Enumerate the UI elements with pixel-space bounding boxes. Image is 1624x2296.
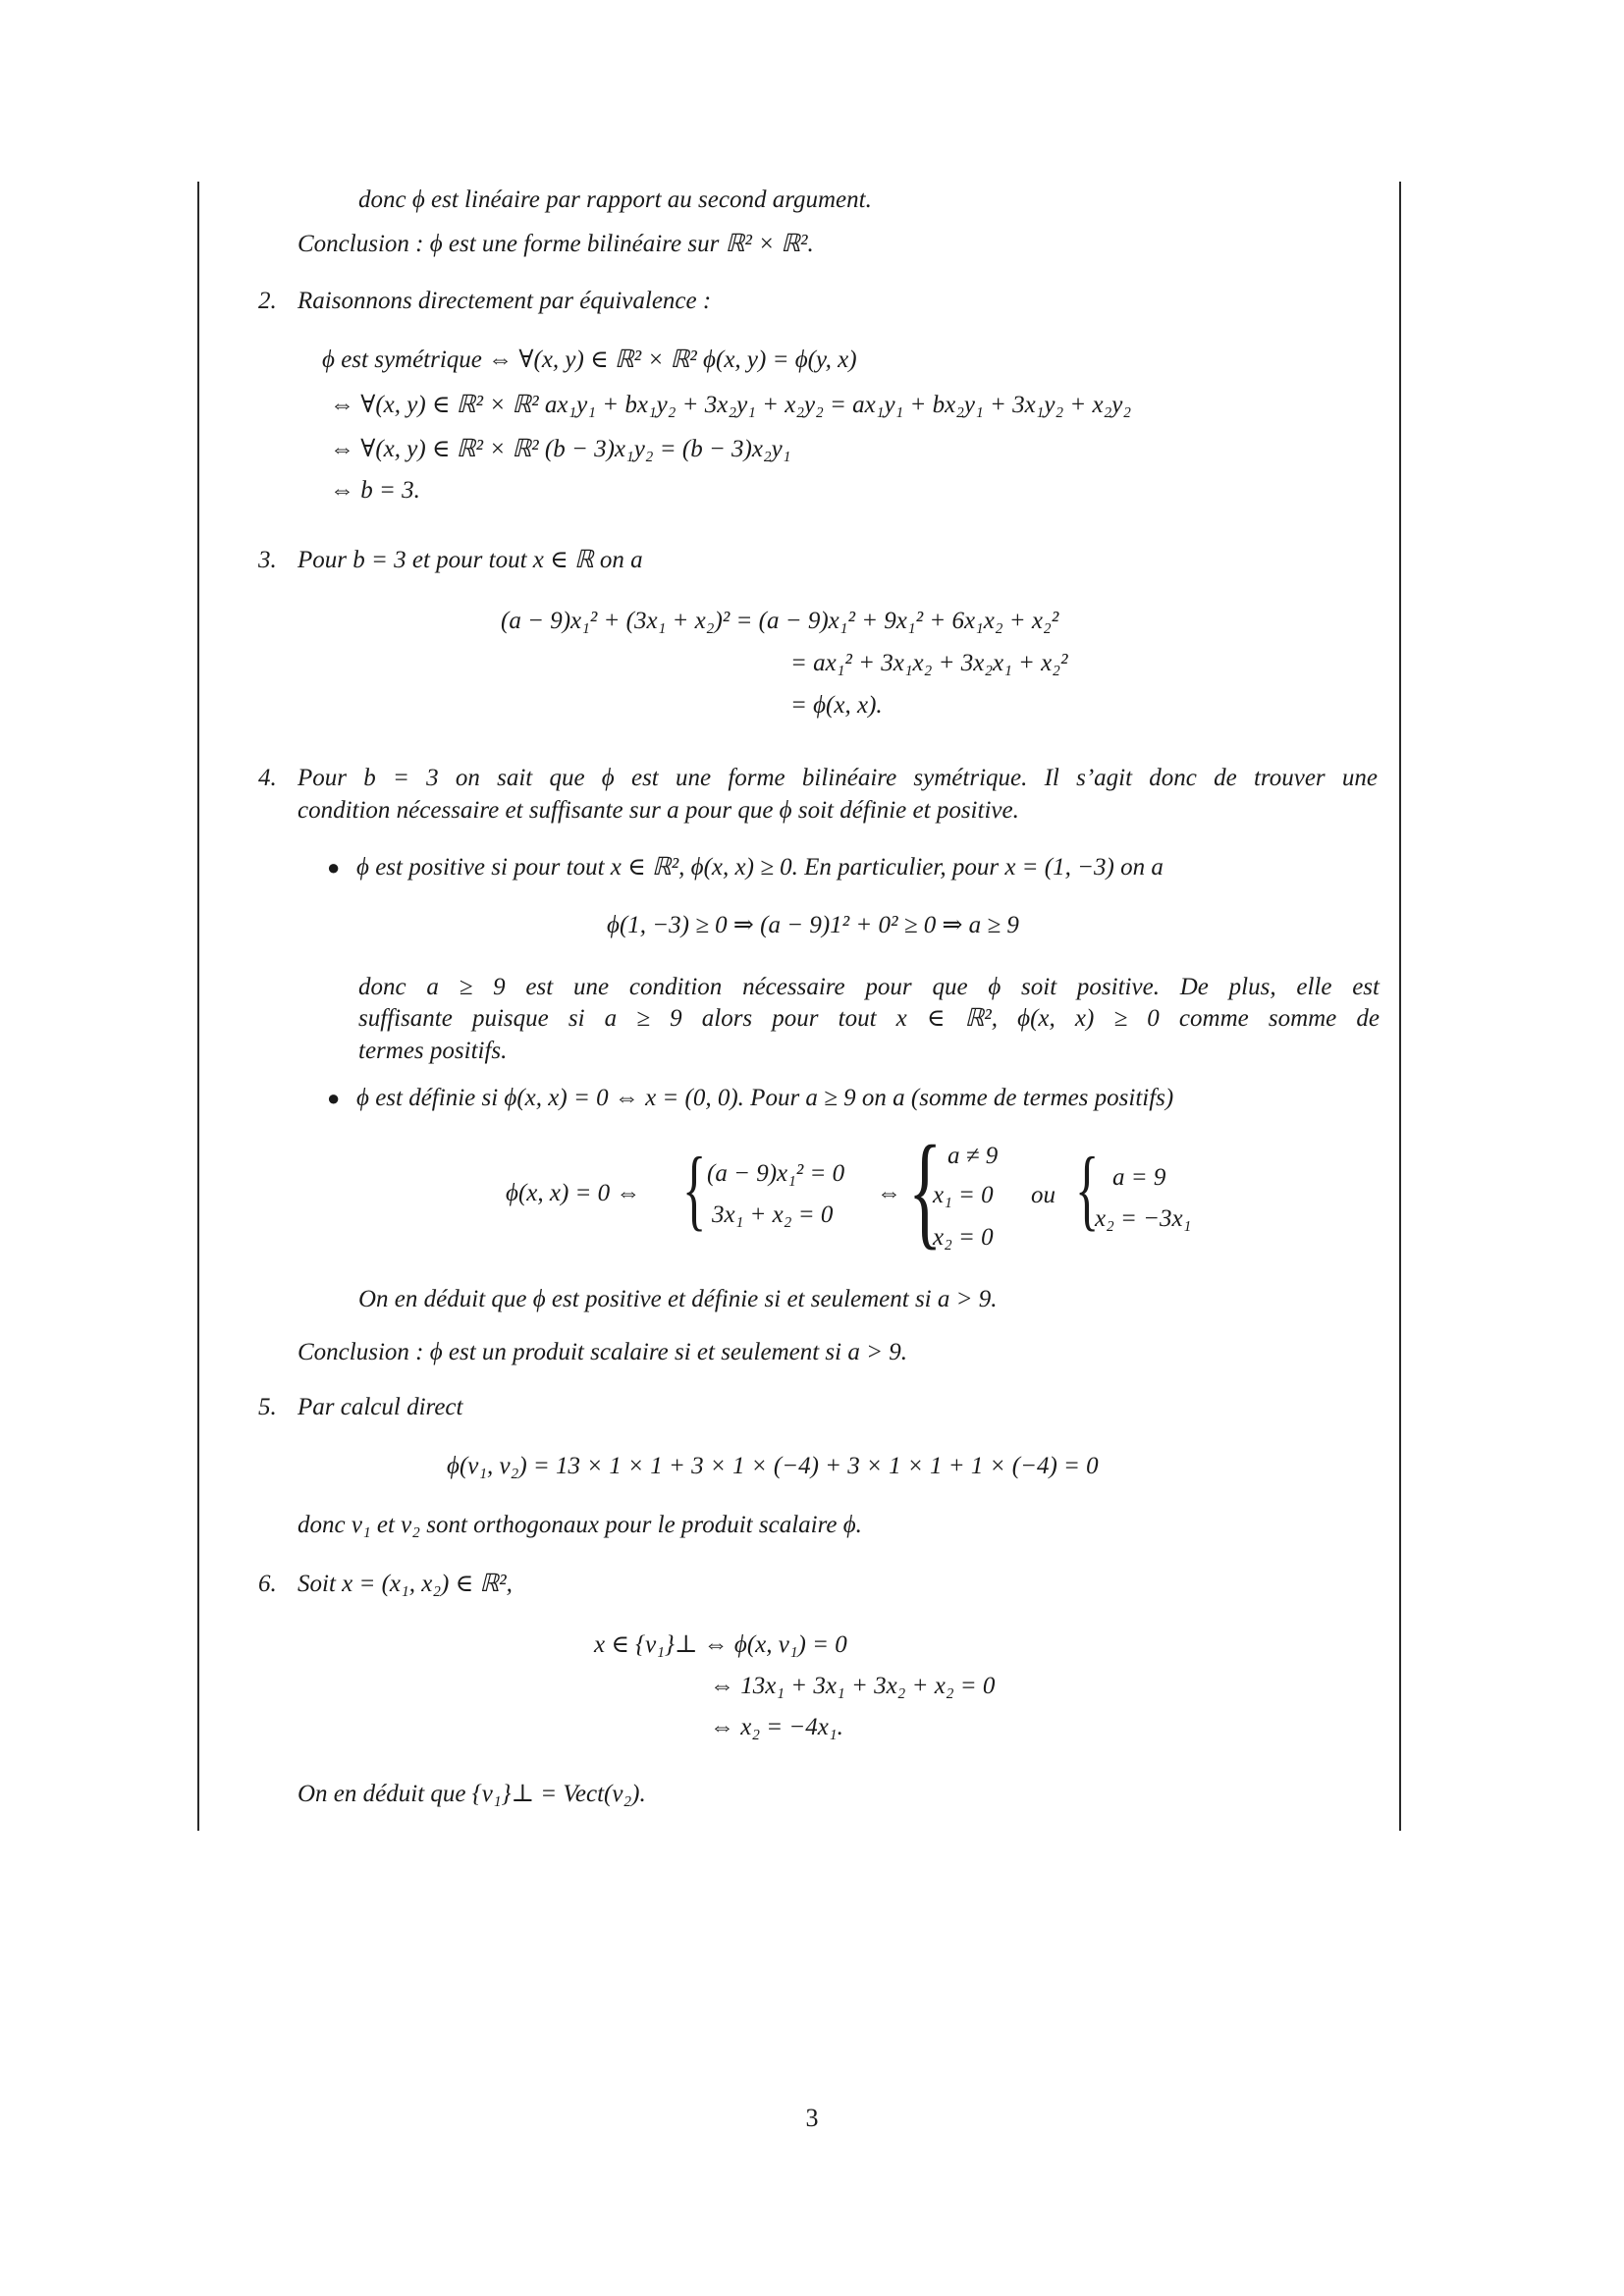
intro-line-1: donc ϕ est linéaire par rapport au second argument. xyxy=(358,187,872,213)
item-4-text-line-1: Pour b = 3 on sait que ϕ est une forme bilinéaire symétrique. Il s’agit donc de trouver une xyxy=(298,765,1378,791)
system-2-line-b: x₁ = 0 xyxy=(933,1182,994,1208)
system-or-word: ou xyxy=(1031,1182,1056,1208)
right-margin-rule xyxy=(1399,182,1401,1831)
system-2-brace: { xyxy=(908,1120,943,1261)
system-3-brace: { xyxy=(1075,1139,1100,1239)
item-2-equation-1: ϕ est symétrique ⇔ ∀(x, y) ∈ ℝ² × ℝ² ϕ(x, y) = ϕ(y, x) xyxy=(322,347,857,373)
item-2-text: Raisonnons directement par équivalence : xyxy=(298,288,712,314)
intro-conclusion: Conclusion : ϕ est une forme bilinéaire sur ℝ² × ℝ². xyxy=(298,231,814,257)
item-2-equation-4: ⇔ b = 3. xyxy=(330,477,420,504)
item-2-number: 2. xyxy=(258,288,277,314)
item-3-equation-3: = ϕ(x, x). xyxy=(790,692,883,719)
item-3-equation-1: (a − 9)x₁² + (3x₁ + x₂)² = (a − 9)x₁² + 9x₁² + 6x₁x₂ + x₂² xyxy=(501,608,1059,634)
item-5-equation: ϕ(v₁, v₂) = 13 × 1 × 1 + 3 × 1 × (−4) + 3 × 1 × 1 + 1 × (−4) = 0 xyxy=(447,1453,1099,1479)
bullet-1-after-line-2: suffisante puisque si a ≥ 9 alors pour tout x ∈ ℝ², ϕ(x, x) ≥ 0 comme somme de xyxy=(358,1005,1380,1032)
bullet-1-after-line-1: donc a ≥ 9 est une condition nécessaire pour que ϕ soit positive. De plus, elle est xyxy=(358,974,1380,1000)
item-6-equation-3: ⇔ x₂ = −4x₁. xyxy=(710,1714,843,1740)
item-3-number: 3. xyxy=(258,547,277,573)
item-4-conclusion: Conclusion : ϕ est un produit scalaire si et seulement si a > 9. xyxy=(298,1339,907,1365)
system-2-line-c: x₂ = 0 xyxy=(933,1224,994,1251)
bullet-2-conclusion: On en déduit que ϕ est positive et définie si et seulement si a > 9. xyxy=(358,1286,998,1312)
bullet-1-marker: ● xyxy=(327,855,341,880)
system-equiv-arrow: ⇔ xyxy=(877,1180,901,1206)
item-3-text: Pour b = 3 et pour tout x ∈ ℝ on a xyxy=(298,547,643,573)
item-6-number: 6. xyxy=(258,1571,277,1597)
bullet-2-marker: ● xyxy=(327,1086,341,1110)
system-1-brace: { xyxy=(682,1139,707,1239)
bullet-2-text: ϕ est définie si ϕ(x, x) = 0 ⇔ x = (0, 0). Pour a ≥ 9 on a (somme de termes positifs) xyxy=(356,1085,1174,1111)
item-6-text: Soit x = (x₁, x₂) ∈ ℝ², xyxy=(298,1571,513,1597)
bullet-1-after-line-3: termes positifs. xyxy=(358,1038,508,1064)
item-2-equation-2: ⇔ ∀(x, y) ∈ ℝ² × ℝ² ax₁y₁ + bx₁y₂ + 3x₂y₁ + x₂y₂ = ax₁y₁ + bx₂y₁ + 3x₁y₂ + x₂y₂ xyxy=(330,392,1132,418)
bullet-1-equation: ϕ(1, −3) ≥ 0 ⇒ (a − 9)1² + 0² ≥ 0 ⇒ a ≥ 9 xyxy=(607,912,1019,938)
system-1-line-b: 3x₁ + x₂ = 0 xyxy=(712,1201,834,1228)
page-number: 3 xyxy=(805,2104,819,2132)
system-3-line-a: a = 9 xyxy=(1112,1164,1166,1191)
item-5-after: donc v₁ et v₂ sont orthogonaux pour le produit scalaire ϕ. xyxy=(298,1512,862,1538)
system-3-line-b: x₂ = −3x₁ xyxy=(1095,1205,1192,1232)
system-lhs: ϕ(x, x) = 0 ⇔ xyxy=(506,1180,641,1206)
item-5-number: 5. xyxy=(258,1394,277,1420)
item-6-equation-1: x ∈ {v₁}⊥ ⇔ ϕ(x, v₁) = 0 xyxy=(594,1631,847,1658)
item-3-equation-2: = ax₁² + 3x₁x₂ + 3x₂x₁ + x₂² xyxy=(790,650,1068,676)
bullet-1-text: ϕ est positive si pour tout x ∈ ℝ², ϕ(x, x) ≥ 0. En particulier, pour x = (1, −3) on a xyxy=(356,854,1164,881)
system-1-line-a: (a − 9)x₁² = 0 xyxy=(707,1160,845,1187)
item-6-equation-2: ⇔ 13x₁ + 3x₁ + 3x₂ + x₂ = 0 xyxy=(710,1673,996,1699)
item-4-text-line-2: condition nécessaire et suffisante sur a pour que ϕ soit définie et positive. xyxy=(298,797,1019,824)
item-6-conclusion: On en déduit que {v₁}⊥ = Vect(v₂). xyxy=(298,1781,646,1807)
item-2-equation-3: ⇔ ∀(x, y) ∈ ℝ² × ℝ² (b − 3)x₁y₂ = (b − 3)x₂y₁ xyxy=(330,436,791,462)
system-2-line-a: a ≠ 9 xyxy=(947,1143,999,1169)
item-5-text: Par calcul direct xyxy=(298,1394,463,1420)
item-4-number: 4. xyxy=(258,765,277,791)
left-margin-rule xyxy=(197,182,199,1831)
